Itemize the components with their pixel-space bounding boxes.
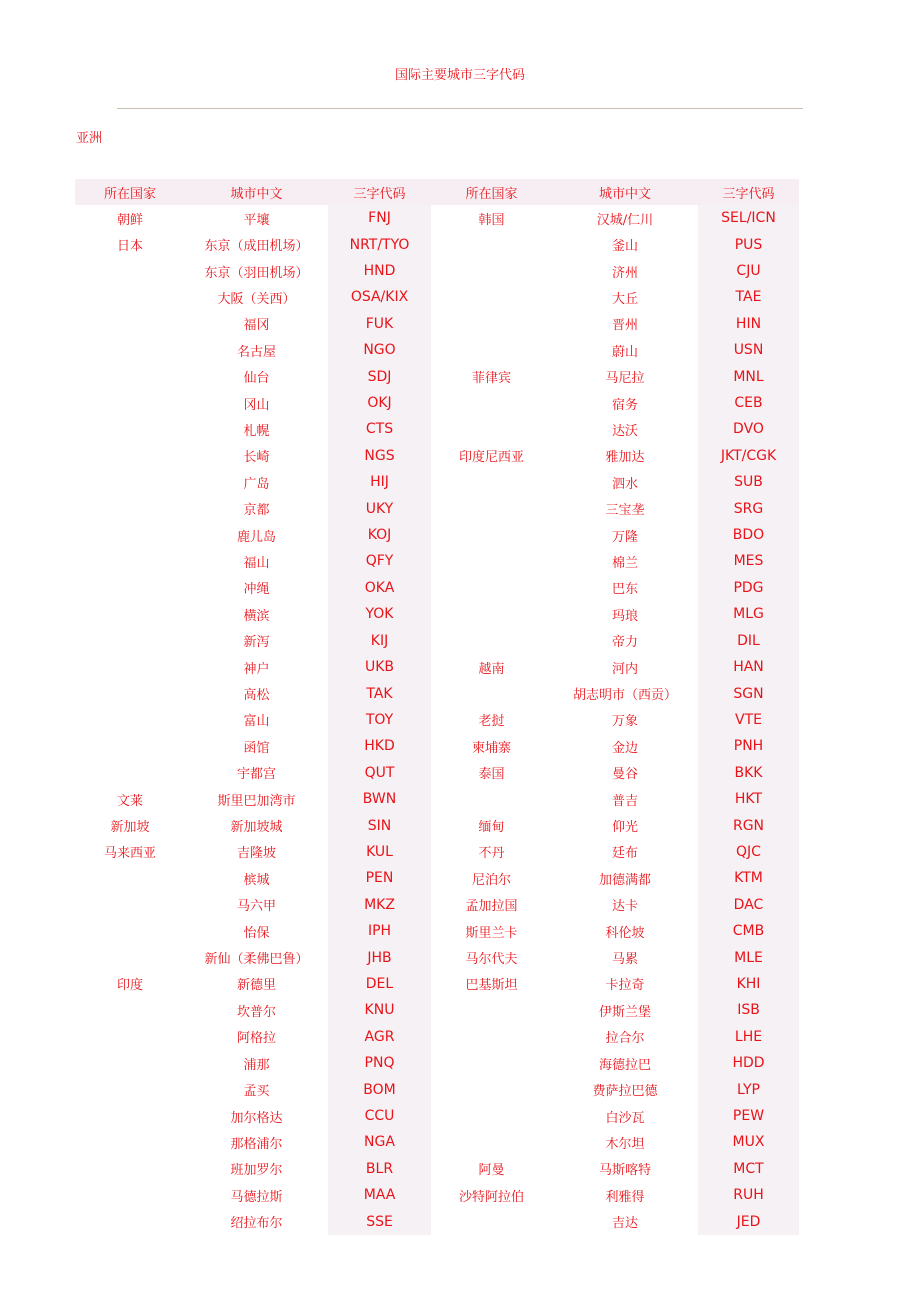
table-row xyxy=(75,1103,799,1129)
code-cell: DVO xyxy=(698,416,799,442)
table-row xyxy=(75,522,799,548)
code-cell: BKK xyxy=(698,760,799,786)
city-cell: 汉城/仁川 xyxy=(596,212,654,228)
code-cell: RUH xyxy=(698,1182,799,1208)
code-cell: NGA xyxy=(328,1129,431,1155)
code-cell: MES xyxy=(698,548,799,574)
country-cell xyxy=(431,522,552,548)
table-row xyxy=(75,284,799,310)
city-cell: 马六甲 xyxy=(236,899,276,915)
country-cell xyxy=(75,575,185,601)
table-row xyxy=(75,1129,799,1155)
city-cell: 吉隆坡 xyxy=(236,846,276,862)
city-cell: 平壤 xyxy=(243,212,270,228)
city-cell: 绍拉布尔 xyxy=(230,1216,283,1232)
country-cell: 巴基斯坦 xyxy=(465,978,518,994)
country-cell xyxy=(431,311,552,337)
city-cell: 仙台 xyxy=(243,371,270,387)
country-cell xyxy=(75,1076,185,1102)
country-cell xyxy=(431,1024,552,1050)
section-heading: 亚洲 xyxy=(76,131,103,146)
page-title: 国际主要城市三字代码 xyxy=(394,68,525,83)
table-row xyxy=(75,258,799,284)
city-cell: 万象 xyxy=(611,714,638,730)
country-cell xyxy=(75,1103,185,1129)
city-cell: 冲绳 xyxy=(243,582,270,598)
country-cell xyxy=(75,733,185,759)
table-header-row xyxy=(75,179,799,205)
city-cell: 马累 xyxy=(611,952,638,968)
code-cell: PUS xyxy=(698,231,799,257)
country-cell: 阿曼 xyxy=(478,1163,505,1179)
city-cell: 马德拉斯 xyxy=(230,1189,283,1205)
country-cell xyxy=(75,495,185,521)
city-cell: 加尔格达 xyxy=(230,1110,283,1126)
city-cell: 怡保 xyxy=(243,925,270,941)
country-cell xyxy=(431,628,552,654)
table-row xyxy=(75,1024,799,1050)
code-cell: QUT xyxy=(328,760,431,786)
header-city: 城市中文 xyxy=(230,186,283,202)
city-cell: 金边 xyxy=(611,740,638,756)
country-cell: 孟加拉国 xyxy=(465,899,518,915)
code-cell: RGN xyxy=(698,812,799,838)
code-cell: PNQ xyxy=(328,1050,431,1076)
table-row xyxy=(75,971,799,997)
table-row xyxy=(75,469,799,495)
table-row xyxy=(75,944,799,970)
table-row xyxy=(75,707,799,733)
city-cell: 晋州 xyxy=(611,318,638,334)
city-cell: 名古屋 xyxy=(236,344,276,360)
city-cell: 高松 xyxy=(243,688,270,704)
code-cell: MNL xyxy=(698,363,799,389)
table-row xyxy=(75,231,799,257)
code-cell: KHI xyxy=(698,971,799,997)
city-cell: 横滨 xyxy=(243,608,270,624)
table-row xyxy=(75,628,799,654)
country-cell xyxy=(75,284,185,310)
header-code: 三字代码 xyxy=(722,186,775,202)
country-cell: 缅甸 xyxy=(478,820,505,836)
country-cell: 菲律宾 xyxy=(471,371,511,387)
country-cell xyxy=(75,654,185,680)
code-cell: HIJ xyxy=(328,469,431,495)
code-cell: AGR xyxy=(328,1024,431,1050)
code-cell: HAN xyxy=(698,654,799,680)
city-cell: 孟买 xyxy=(243,1084,270,1100)
city-cell: 那格浦尔 xyxy=(230,1136,283,1152)
table-row xyxy=(75,654,799,680)
code-cell: KTM xyxy=(698,865,799,891)
country-cell xyxy=(431,1103,552,1129)
country-cell xyxy=(75,918,185,944)
city-cell: 巴东 xyxy=(611,582,638,598)
country-cell xyxy=(431,1208,552,1234)
country-cell xyxy=(431,337,552,363)
table-row xyxy=(75,786,799,812)
code-cell: CCU xyxy=(328,1103,431,1129)
country-cell xyxy=(431,575,552,601)
city-cell: 槟城 xyxy=(243,872,270,888)
table-row xyxy=(75,997,799,1023)
country-cell xyxy=(75,390,185,416)
code-cell: NGO xyxy=(328,337,431,363)
country-cell xyxy=(75,1050,185,1076)
country-cell: 不丹 xyxy=(478,846,505,862)
city-cell: 玛琅 xyxy=(611,608,638,624)
country-cell: 马尔代夫 xyxy=(465,952,518,968)
table-row xyxy=(75,575,799,601)
city-cell: 达卡 xyxy=(611,899,638,915)
code-cell: HKD xyxy=(328,733,431,759)
header-country: 所在国家 xyxy=(103,186,156,202)
country-cell xyxy=(431,786,552,812)
country-cell xyxy=(431,390,552,416)
country-cell: 韩国 xyxy=(478,212,505,228)
table-row xyxy=(75,760,799,786)
country-cell xyxy=(75,760,185,786)
table-row xyxy=(75,311,799,337)
city-cell: 科伦坡 xyxy=(605,925,645,941)
code-cell: ISB xyxy=(698,997,799,1023)
city-cell: 长崎 xyxy=(243,450,270,466)
city-cell: 白沙瓦 xyxy=(605,1110,645,1126)
country-cell xyxy=(75,311,185,337)
table-body xyxy=(75,205,799,1235)
title-divider xyxy=(117,108,803,109)
code-cell: TOY xyxy=(328,707,431,733)
city-cell: 济州 xyxy=(611,265,638,281)
code-cell: FUK xyxy=(328,311,431,337)
city-cell: 札幌 xyxy=(243,423,270,439)
country-cell xyxy=(431,284,552,310)
city-cell: 广岛 xyxy=(243,476,270,492)
table-row xyxy=(75,390,799,416)
table-row xyxy=(75,892,799,918)
country-cell xyxy=(431,469,552,495)
city-cell: 新泻 xyxy=(243,635,270,651)
country-cell xyxy=(75,469,185,495)
city-cell: 泗水 xyxy=(611,476,638,492)
country-cell xyxy=(431,680,552,706)
table-row xyxy=(75,918,799,944)
city-cell: 万隆 xyxy=(611,529,638,545)
city-cell: 曼谷 xyxy=(611,767,638,783)
code-cell: OKA xyxy=(328,575,431,601)
table-row xyxy=(75,416,799,442)
code-cell: KIJ xyxy=(328,628,431,654)
city-cell: 福冈 xyxy=(243,318,270,334)
city-cell: 函馆 xyxy=(243,740,270,756)
country-cell xyxy=(75,628,185,654)
table-row xyxy=(75,733,799,759)
city-cell: 浦那 xyxy=(243,1057,270,1073)
code-cell: DAC xyxy=(698,892,799,918)
code-cell: SDJ xyxy=(328,363,431,389)
code-cell: JHB xyxy=(328,944,431,970)
table-row xyxy=(75,680,799,706)
city-cell: 胡志明市（西贡） xyxy=(572,688,677,704)
country-cell xyxy=(75,548,185,574)
city-cell: 马尼拉 xyxy=(605,371,645,387)
country-cell xyxy=(75,892,185,918)
code-cell: PEN xyxy=(328,865,431,891)
country-cell xyxy=(75,680,185,706)
table-row xyxy=(75,812,799,838)
country-cell xyxy=(75,997,185,1023)
country-cell xyxy=(75,443,185,469)
city-cell: 福山 xyxy=(243,555,270,571)
code-cell: PNH xyxy=(698,733,799,759)
city-cell: 宇都宫 xyxy=(236,767,276,783)
country-cell xyxy=(75,944,185,970)
city-cell: 伊斯兰堡 xyxy=(598,1004,651,1020)
city-cell: 海德拉巴 xyxy=(598,1057,651,1073)
table-row xyxy=(75,1050,799,1076)
code-cell: LYP xyxy=(698,1076,799,1102)
country-cell: 柬埔寨 xyxy=(471,740,511,756)
code-cell: SRG xyxy=(698,495,799,521)
code-cell: CEB xyxy=(698,390,799,416)
table-row xyxy=(75,601,799,627)
table-row xyxy=(75,495,799,521)
city-cell: 拉合尔 xyxy=(605,1031,645,1047)
code-cell: JKT/CGK xyxy=(698,443,799,469)
city-cell: 新仙（柔佛巴鲁） xyxy=(204,952,309,968)
code-cell: IPH xyxy=(328,918,431,944)
table-row xyxy=(75,443,799,469)
country-cell xyxy=(75,1182,185,1208)
code-cell: CTS xyxy=(328,416,431,442)
country-cell xyxy=(75,258,185,284)
city-cell: 仰光 xyxy=(611,820,638,836)
code-cell: TAK xyxy=(328,680,431,706)
header-code: 三字代码 xyxy=(353,186,406,202)
country-cell: 朝鲜 xyxy=(116,212,143,228)
code-cell: SIN xyxy=(328,812,431,838)
code-cell: PEW xyxy=(698,1103,799,1129)
city-cell: 费萨拉巴德 xyxy=(592,1084,658,1100)
country-cell xyxy=(75,1208,185,1234)
country-cell xyxy=(75,1129,185,1155)
country-cell xyxy=(75,1024,185,1050)
code-cell: BOM xyxy=(328,1076,431,1102)
country-cell xyxy=(75,522,185,548)
code-cell: MUX xyxy=(698,1129,799,1155)
table-row xyxy=(75,363,799,389)
country-cell xyxy=(431,495,552,521)
header-city: 城市中文 xyxy=(598,186,651,202)
country-cell xyxy=(75,707,185,733)
code-cell: FNJ xyxy=(328,205,431,231)
country-cell xyxy=(431,416,552,442)
code-cell: NRT/TYO xyxy=(328,231,431,257)
city-cell: 普吉 xyxy=(611,793,638,809)
city-cell: 吉达 xyxy=(611,1216,638,1232)
city-cell: 釜山 xyxy=(611,239,638,255)
city-cell: 卡拉奇 xyxy=(605,978,645,994)
country-cell: 老挝 xyxy=(478,714,505,730)
code-cell: CMB xyxy=(698,918,799,944)
city-cell: 阿格拉 xyxy=(236,1031,276,1047)
city-cell: 廷布 xyxy=(611,846,638,862)
code-cell: KNU xyxy=(328,997,431,1023)
code-cell: USN xyxy=(698,337,799,363)
code-cell: SUB xyxy=(698,469,799,495)
city-cell: 东京（羽田机场） xyxy=(204,265,309,281)
city-cell: 宿务 xyxy=(611,397,638,413)
code-cell: CJU xyxy=(698,258,799,284)
code-cell: UKB xyxy=(328,654,431,680)
city-cell: 三宝垄 xyxy=(605,503,645,519)
table-row xyxy=(75,205,799,231)
country-cell: 日本 xyxy=(116,239,143,255)
code-cell: LHE xyxy=(698,1024,799,1050)
table-row xyxy=(75,1208,799,1234)
code-cell: BWN xyxy=(328,786,431,812)
code-cell: MLG xyxy=(698,601,799,627)
city-cell: 新加坡城 xyxy=(230,820,283,836)
code-cell: SGN xyxy=(698,680,799,706)
code-cell: DEL xyxy=(328,971,431,997)
city-cell: 木尔坦 xyxy=(605,1136,645,1152)
city-cell: 帝力 xyxy=(611,635,638,651)
country-cell xyxy=(75,337,185,363)
country-cell xyxy=(431,1129,552,1155)
header-country: 所在国家 xyxy=(465,186,518,202)
country-cell xyxy=(75,416,185,442)
table-row xyxy=(75,548,799,574)
code-cell: MKZ xyxy=(328,892,431,918)
code-cell: KOJ xyxy=(328,522,431,548)
country-cell xyxy=(431,601,552,627)
country-cell xyxy=(431,548,552,574)
country-cell: 新加坡 xyxy=(110,820,150,836)
code-cell: QJC xyxy=(698,839,799,865)
city-cell: 新德里 xyxy=(236,978,276,994)
city-cell: 京都 xyxy=(243,503,270,519)
city-cell: 利雅得 xyxy=(605,1189,645,1205)
country-cell xyxy=(431,1076,552,1102)
city-code-table xyxy=(75,179,799,1235)
city-cell: 鹿儿岛 xyxy=(236,529,276,545)
country-cell: 沙特阿拉伯 xyxy=(458,1189,524,1205)
table-row xyxy=(75,865,799,891)
table-row xyxy=(75,839,799,865)
table-row xyxy=(75,1156,799,1182)
city-cell: 达沃 xyxy=(611,423,638,439)
code-cell: HKT xyxy=(698,786,799,812)
city-cell: 马斯喀特 xyxy=(598,1163,651,1179)
country-cell xyxy=(75,865,185,891)
code-cell: HDD xyxy=(698,1050,799,1076)
table-row xyxy=(75,337,799,363)
country-cell: 尼泊尔 xyxy=(471,872,511,888)
code-cell: MAA xyxy=(328,1182,431,1208)
code-cell: QFY xyxy=(328,548,431,574)
city-cell: 斯里巴加湾市 xyxy=(217,793,296,809)
city-cell: 河内 xyxy=(611,661,638,677)
country-cell: 马来西亚 xyxy=(103,846,156,862)
country-cell xyxy=(75,363,185,389)
country-cell xyxy=(431,997,552,1023)
code-cell: BDO xyxy=(698,522,799,548)
city-cell: 雅加达 xyxy=(605,450,645,466)
code-cell: NGS xyxy=(328,443,431,469)
city-cell: 神户 xyxy=(243,661,270,677)
city-cell: 坎普尔 xyxy=(236,1004,276,1020)
city-cell: 富山 xyxy=(243,714,270,730)
code-cell: HND xyxy=(328,258,431,284)
code-cell: VTE xyxy=(698,707,799,733)
city-cell: 班加罗尔 xyxy=(230,1163,283,1179)
country-cell xyxy=(431,1050,552,1076)
city-cell: 加德满都 xyxy=(598,872,651,888)
code-cell: SEL/ICN xyxy=(698,205,799,231)
code-cell: SSE xyxy=(328,1208,431,1234)
code-cell: OSA/KIX xyxy=(328,284,431,310)
code-cell: TAE xyxy=(698,284,799,310)
code-cell: MCT xyxy=(698,1156,799,1182)
table-row xyxy=(75,1076,799,1102)
code-cell: JED xyxy=(698,1208,799,1234)
code-cell: OKJ xyxy=(328,390,431,416)
city-cell: 大阪（关西） xyxy=(217,291,296,307)
code-cell: DIL xyxy=(698,628,799,654)
city-cell: 棉兰 xyxy=(611,555,638,571)
code-cell: KUL xyxy=(328,839,431,865)
country-cell: 泰国 xyxy=(478,767,505,783)
country-cell xyxy=(75,1156,185,1182)
country-cell: 斯里兰卡 xyxy=(465,925,518,941)
country-cell: 印度 xyxy=(116,978,143,994)
country-cell xyxy=(75,601,185,627)
city-cell: 东京（成田机场） xyxy=(204,239,309,255)
table-row xyxy=(75,1182,799,1208)
code-cell: YOK xyxy=(328,601,431,627)
city-cell: 蔚山 xyxy=(611,344,638,360)
country-cell: 印度尼西亚 xyxy=(458,450,524,466)
code-cell: BLR xyxy=(328,1156,431,1182)
code-cell: UKY xyxy=(328,495,431,521)
country-cell: 越南 xyxy=(478,661,505,677)
city-cell: 大丘 xyxy=(611,291,638,307)
country-cell xyxy=(431,258,552,284)
country-cell: 文莱 xyxy=(116,793,143,809)
city-cell: 冈山 xyxy=(243,397,270,413)
code-cell: HIN xyxy=(698,311,799,337)
code-cell: PDG xyxy=(698,575,799,601)
code-cell: MLE xyxy=(698,944,799,970)
country-cell xyxy=(431,231,552,257)
